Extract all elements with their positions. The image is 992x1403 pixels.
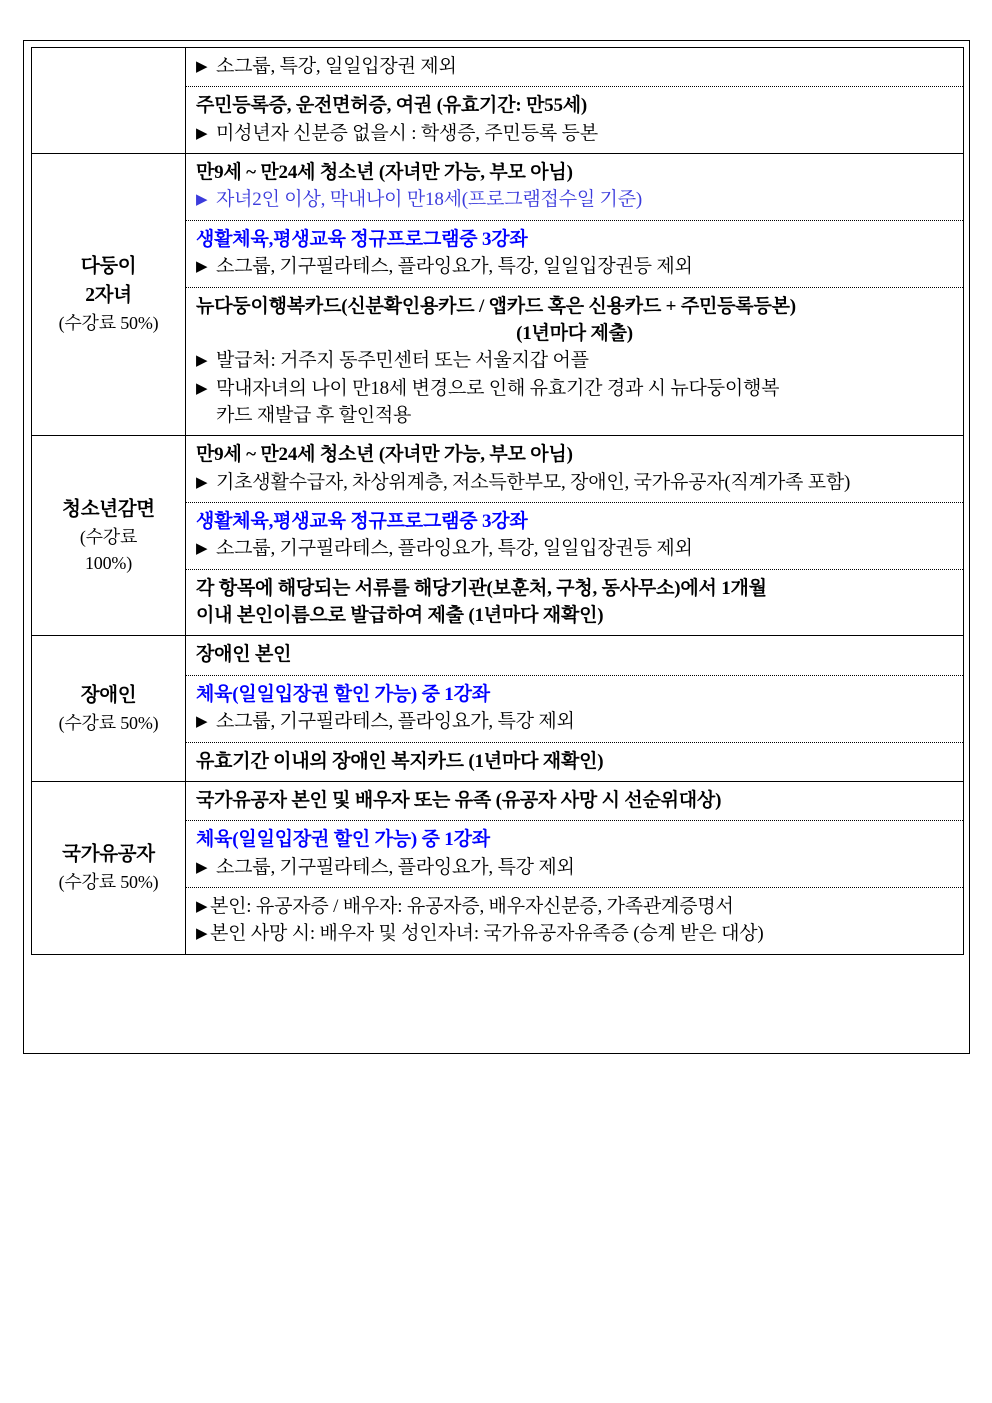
- subrow: [186, 221, 963, 288]
- line-text: 소그룹, 기구필라테스, 플라잉요가, 특강 제외: [216, 856, 575, 878]
- label-title-line1: 장애인: [80, 684, 137, 706]
- subrow: [186, 743, 963, 781]
- line-text: 체육(일일입장권 할인 가능) 중 1강좌: [196, 829, 490, 851]
- content-line: [196, 186, 953, 213]
- line-text: (1년마다 제출): [516, 322, 633, 344]
- content-line: [196, 120, 953, 147]
- line-text: 발급처: 거주지 동주민센터 또는 서울지갑 어플: [216, 350, 589, 372]
- content-line: [196, 347, 953, 374]
- subrow: [186, 154, 963, 221]
- subrow: [186, 436, 963, 503]
- line-text: 기초생활수급자, 차상위계층, 저소득한부모, 장애인, 국가유공자(직계가족 포함): [216, 471, 851, 493]
- content-line: [196, 708, 953, 735]
- label-title-line2: 2자녀: [85, 284, 132, 306]
- table-body: [32, 48, 964, 955]
- line-text: 본인: 유공자증 / 배우자: 유공자증, 배우자신분증, 가족관계증명서: [210, 895, 734, 917]
- content-line: [196, 575, 953, 602]
- table-row: [32, 781, 964, 954]
- table-row: [32, 636, 964, 781]
- content-line: [196, 920, 953, 947]
- triangle-bullet-icon: ▶: [196, 259, 208, 276]
- line-text: 소그룹, 기구필라테스, 플라잉요가, 특강, 일일입장권등 제외: [216, 256, 693, 278]
- line-text: 주민등록증, 운전면허증, 여권 (유효기간: 만55세): [196, 95, 588, 117]
- content-line: [196, 508, 953, 535]
- line-text: 소그룹, 특강, 일일입장권 제외: [216, 56, 457, 77]
- content-line: [196, 92, 953, 119]
- triangle-bullet-icon: ▶: [196, 59, 208, 75]
- line-text: 각 항목에 해당되는 서류를 해당기관(보훈처, 구청, 동사무소)에서 1개월: [196, 577, 767, 599]
- triangle-bullet-icon: ▶: [196, 714, 208, 731]
- section-content-cell: [186, 154, 964, 436]
- subrow: [186, 782, 963, 821]
- content-line: [196, 787, 953, 814]
- label-subtitle: (수강료 50%): [58, 712, 159, 733]
- line-text: 소그룹, 기구필라테스, 플라잉요가, 특강, 일일입장권등 제외: [216, 538, 693, 560]
- content-line: [196, 641, 953, 668]
- section-label-multichild: [32, 154, 186, 436]
- content-line: [196, 226, 953, 253]
- subrow: [186, 48, 963, 87]
- label-subtitle: (수강료 50%): [58, 312, 159, 333]
- triangle-bullet-icon: ▶: [196, 474, 208, 491]
- line-text: 체육(일일입장권 할인 가능) 중 1강좌: [196, 683, 490, 705]
- label-title-line1: 국가유공자: [62, 843, 155, 865]
- line-text: 유효기간 이내의 장애인 복지카드 (1년마다 재확인): [196, 750, 604, 772]
- section-content-cell: [186, 781, 964, 954]
- content-line: [196, 402, 953, 429]
- triangle-bullet-icon: ▶: [196, 541, 208, 558]
- line-text: 국가유공자 본인 및 배우자 또는 유족 (유공자 사망 시 선순위대상): [196, 789, 722, 811]
- content-line: [196, 602, 953, 629]
- section-content-cell: [186, 48, 964, 154]
- section-label-veteran: [32, 781, 186, 954]
- line-text: 장애인 본인: [196, 644, 292, 666]
- subrow: [186, 888, 963, 954]
- triangle-bullet-icon: ▶: [196, 380, 208, 397]
- table-row: [32, 48, 964, 154]
- line-text: 소그룹, 기구필라테스, 플라잉요가, 특강 제외: [216, 711, 575, 733]
- triangle-bullet-icon: ▶: [196, 898, 208, 915]
- line-text: 생활체육,평생교육 정규프로그램중 3강좌: [196, 511, 528, 533]
- content-line: [196, 441, 953, 468]
- content-line: [196, 854, 953, 881]
- label-subtitle-2: 100%): [85, 553, 132, 574]
- section-content-cell: [186, 636, 964, 781]
- line-text: 본인 사망 시: 배우자 및 성인자녀: 국가유공자유족증 (승계 받은 대상): [210, 923, 764, 945]
- content-line: [196, 826, 953, 853]
- label-title-line1: 청소년감면: [62, 498, 155, 520]
- section-label-youth: [32, 436, 186, 636]
- subrow: [186, 87, 963, 153]
- content-line: [196, 375, 953, 402]
- subrow: [186, 503, 963, 570]
- content-line: [196, 893, 953, 920]
- table-row: [32, 436, 964, 636]
- triangle-bullet-icon: ▶: [196, 926, 208, 943]
- line-text: 카드 재발급 후 할인적용: [216, 404, 412, 426]
- content-line: [196, 681, 953, 708]
- content-line: [196, 320, 953, 347]
- content-line: [196, 253, 953, 280]
- triangle-bullet-icon: ▶: [196, 125, 208, 142]
- label-subtitle: (수강료: [79, 526, 138, 547]
- section-label-cell: [32, 48, 186, 154]
- content-line: [196, 748, 953, 775]
- label-subtitle: (수강료 50%): [58, 871, 159, 892]
- section-label-disabled: [32, 636, 186, 781]
- subrow: [186, 821, 963, 888]
- subrow: [186, 636, 963, 675]
- content-line: [196, 469, 953, 496]
- content-line: [196, 159, 953, 186]
- subrow: [186, 288, 963, 436]
- section-content-cell: [186, 436, 964, 636]
- content-line: [196, 53, 953, 80]
- line-text: 이내 본인이름으로 발급하여 제출 (1년마다 재확인): [196, 605, 604, 627]
- line-text: 만9세 ~ 만24세 청소년 (자녀만 가능, 부모 아님): [196, 162, 573, 184]
- line-text: 미성년자 신분증 없을시 : 학생증, 주민등록 등본: [216, 122, 598, 144]
- line-text: 뉴다둥이행복카드(신분확인용카드 / 앱카드 혹은 신용카드 + 주민등록등본): [196, 295, 796, 317]
- triangle-bullet-icon: ▶: [196, 859, 208, 876]
- label-title-line1: 다둥이: [80, 256, 137, 278]
- line-text: 만9세 ~ 만24세 청소년 (자녀만 가능, 부모 아님): [196, 444, 573, 466]
- triangle-bullet-icon: ▶: [196, 353, 208, 370]
- line-text: 생활체육,평생교육 정규프로그램중 3강좌: [196, 228, 528, 250]
- table-row: [32, 154, 964, 436]
- line-text: 자녀2인 이상, 막내나이 만18세(프로그램접수일 기준): [216, 189, 642, 211]
- subrow: [186, 570, 963, 636]
- content-line: [196, 535, 953, 562]
- subrow: [186, 676, 963, 743]
- eligibility-table: [31, 47, 964, 955]
- triangle-bullet-icon: ▶: [196, 192, 208, 209]
- content-line: [196, 293, 953, 320]
- line-text: 막내자녀의 나이 만18세 변경으로 인해 유효기간 경과 시 뉴다둥이행복: [216, 377, 780, 399]
